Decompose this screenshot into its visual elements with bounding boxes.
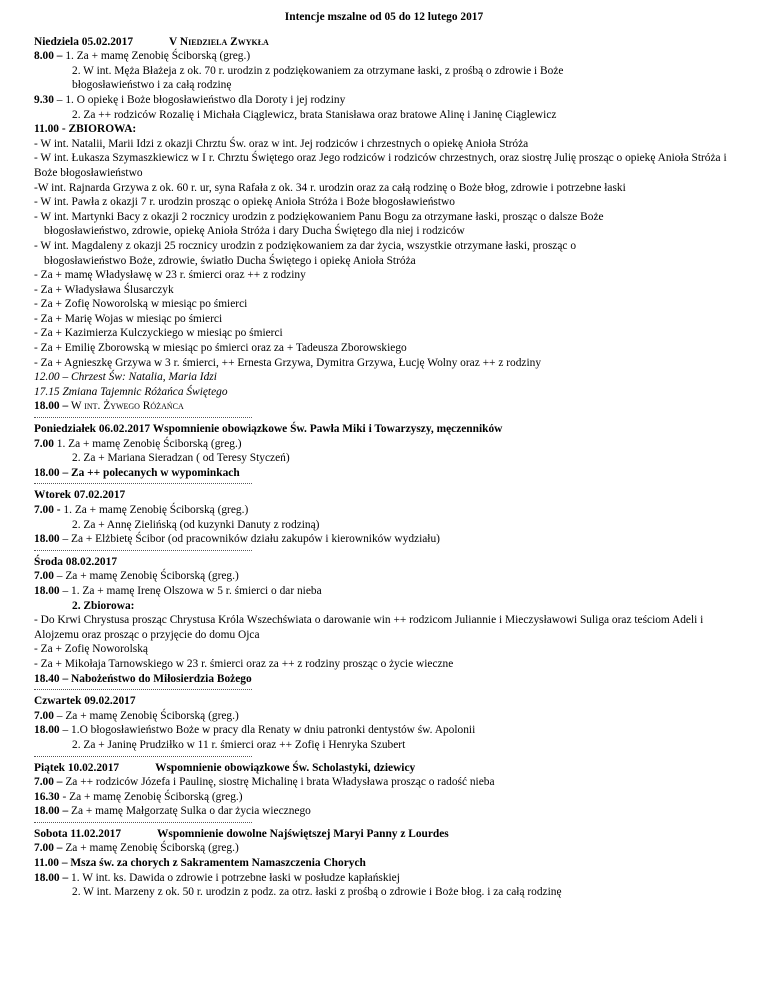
intention-line: 2. Za ++ rodziców Rozalię i Michała Ciąglewicz, brata Stanisława oraz bratowe Alinę i Janinę Ciąglewicz xyxy=(72,108,557,121)
intention-line: 7.00 – Za + mamę Zenobię Ściborską (greg.) xyxy=(34,709,239,722)
list-item: - Za + Marię Wojas w miesiąc po śmierci xyxy=(34,312,223,325)
friday-heading xyxy=(34,761,734,776)
devotion-line: 18.40 – Nabożeństwo do Miłosierdzia Bożego xyxy=(34,672,252,685)
intention-line: 7.00 – Za + mamę Zenobię Ściborską (greg.) xyxy=(34,570,239,583)
intention-line: 2. Za + Janinę Prudziłko w 11 r. śmierci oraz ++ Zofię i Henryka Szubert xyxy=(72,738,406,751)
collective-heading: 11.00 - ZBIOROWA: xyxy=(34,123,137,136)
list-item: - W int. Magdaleny z okazji 25 rocznicy urodzin z podziękowaniem za dar życia, wszystkie otrzymane łaski, prosząc o xyxy=(34,239,577,252)
intention-line: 18.00 – Za + mamę Małgorzatę Sulka o dar życia wiecznego xyxy=(34,805,311,818)
intention-line: 2. Za + Mariana Sieradzan ( od Teresy Styczeń) xyxy=(72,452,290,465)
intention-line: 16.30 - Za + mamę Zenobię Ściborską (greg.) xyxy=(34,790,243,803)
separator xyxy=(34,480,734,488)
sunday-feast: V Niedziela Zwykła xyxy=(169,35,269,48)
list-item: - Za + Władysława Ślusarczyk xyxy=(34,283,174,296)
list-item: - W int. Łukasza Szymaszkiewicz w I r. Chrztu Świętego oraz Jego rodziców i rodziców chrzestnych, oraz siostrę Julię prosząc o opiekę Anioła Stróża i Boże błogosławieństwo xyxy=(34,152,727,179)
intention-line: 7.00 – Za ++ rodziców Józefa i Paulinę, siostrę Michalinę i brata Władysława prosząc o radość nieba xyxy=(34,776,495,789)
sunday-date: Niedziela 05.02.2017 xyxy=(34,35,134,48)
intention-line: 2. W int. Męża Błażeja z ok. 70 r. urodzin z podziękowaniem za otrzymane łaski, z prośbą o zdrowie i Boże xyxy=(72,64,564,77)
rosary-change-line: 17.15 Zmiana Tajemnic Różańca Świętego xyxy=(34,385,228,398)
tuesday-heading: Wtorek 07.02.2017 xyxy=(34,489,126,502)
separator xyxy=(34,686,734,694)
separator xyxy=(34,819,734,827)
page-title: Intencje mszalne od 05 do 12 lutego 2017 xyxy=(284,11,484,23)
intention-line: 9.30 – 1. O opiekę i Boże błogosławieństwo dla Doroty i jej rodziny xyxy=(34,93,346,106)
intention-line: 18.00 – Za ++ polecanych w wypominkach xyxy=(34,466,240,479)
intention-line: 11.00 – Msza św. za chorych z Sakramentem Namaszczenia Chorych xyxy=(34,857,366,870)
friday-date: Piątek 10.02.2017 xyxy=(34,761,120,774)
intention-line: 7.00 – Za + mamę Zenobię Ściborską (greg.) xyxy=(34,842,239,855)
intention-line: 18.00 – W int. Żywego Różańca xyxy=(34,400,184,413)
list-item: - Za + Zofię Noworolską xyxy=(34,643,148,656)
document-page xyxy=(34,10,734,900)
list-item: - Za + Kazimierza Kulczyckiego w miesiąc po śmierci xyxy=(34,327,283,340)
list-item: - Za + Zofię Noworolską w miesiąc po śmierci xyxy=(34,298,248,311)
intention-line: 2. W int. Marzeny z ok. 50 r. urodzin z podz. za otrz. łaski z prośbą o zdrowie i Boże błog. i za całą rodzinę xyxy=(72,886,562,899)
list-item: - W int. Pawła z okazji 7 r. urodzin prosząc o opiekę Anioła Stróża i Boże błogosławieństwo xyxy=(34,196,455,209)
list-item: - W int. Natalii, Marii Idzi z okazji Chrztu Św. oraz w int. Jej rodziców i chrzestnych o opiekę Anioła Stróża xyxy=(34,137,529,150)
intention-line: 7.00 - 1. Za + mamę Zenobię Ściborską (greg.) xyxy=(34,504,249,516)
separator xyxy=(34,414,734,422)
saturday-date: Sobota 11.02.2017 xyxy=(34,827,122,840)
list-item: -W int. Rajnarda Grzywa z ok. 60 r. ur, syna Rafała z ok. 34 r. urodzin oraz za całą rodzinę o Boże błog, zdrowie i potrzebne łaski xyxy=(34,181,626,194)
baptism-line: 12.00 – Chrzest Św: Natalia, Maria Idzi xyxy=(34,371,217,384)
monday-heading: Poniedziałek 06.02.2017 Wspomnienie obowiązkowe Św. Pawła Miki i Towarzyszy, męczenników xyxy=(34,423,503,436)
intention-line: 18.00 – 1. W int. ks. Dawida o zdrowie i potrzebne łaski w posłudze kapłańskiej xyxy=(34,871,400,884)
intention-line: 18.00 – Za + Elżbietę Ścibor (od pracowników działu zakupów i kierowników wydziału) xyxy=(34,533,440,546)
intention-line: 7.00 1. Za + mamę Zenobię Ściborską (greg.) xyxy=(34,437,242,450)
saturday-feast: Wspomnienie dowolne Najświętszej Maryi Panny z Lourdes xyxy=(157,827,449,840)
intention-line: 18.00 – 1.O błogosławieństwo Boże w pracy dla Renaty w dniu patronki dentystów św. Apolonii xyxy=(34,724,476,737)
intention-line: 18.00 – 1. Za + mamę Irenę Olszowa w 5 r. śmierci o dar nieba xyxy=(34,584,322,597)
friday-feast: Wspomnienie obowiązkowe Św. Scholastyki, dziewicy xyxy=(155,761,416,774)
list-item: - Za + Emilię Zborowską w miesiąc po śmierci oraz za + Tadeusza Zborowskiego xyxy=(34,342,407,355)
wednesday-heading: Środa 08.02.2017 xyxy=(34,555,118,568)
separator xyxy=(34,753,734,761)
thursday-heading: Czwartek 09.02.2017 xyxy=(34,695,136,708)
intention-line: błogosławieństwo i za całą rodzinę xyxy=(72,79,232,92)
separator xyxy=(34,547,734,555)
list-item: - W int. Martynki Bacy z okazji 2 rocznicy urodzin z podziękowaniem Panu Bogu za otrzymane łaski, prosząc o dalsze Boże xyxy=(34,210,604,223)
list-item: błogosławieństwo Boże, zdrowie, światło Ducha Świętego i opiekę Anioła Stróża xyxy=(44,254,416,267)
intention-line: 2. Za + Annę Zielińską (od kuzynki Danuty z rodziną) xyxy=(72,518,320,531)
intention-line: 8.00 – 1. Za + mamę Zenobię Ściborską (greg.) xyxy=(34,50,251,63)
list-item: błogosławieństwo, zdrowie, opiekę Anioła Stróża i dary Ducha Świętego dla niej i rodziców xyxy=(44,225,465,238)
list-item: - Za + Mikołaja Tarnowskiego w 23 r. śmierci oraz za ++ z rodziny prosząc o życie wieczne xyxy=(34,657,454,670)
list-item: - Za + mamę Władysławę w 23 r. śmierci oraz ++ z rodziny xyxy=(34,269,306,282)
list-item: - Do Krwi Chrystusa prosząc Chrystusa Króla Wszechświata o darowanie win ++ rodzicom Juliannie i Mieczysławowi Suliga oraz teściom Adeli i Alojzemu oraz prosząc o przyjęcie do domu Ojca xyxy=(34,614,704,641)
saturday-heading xyxy=(34,827,734,842)
list-item: - Za + Agnieszkę Grzywa w 3 r. śmierci, ++ Ernesta Grzywa, Dymitra Grzywa, Łucję Wolny oraz ++ z rodziny xyxy=(34,356,542,369)
collective-heading: 2. Zbiorowa: xyxy=(72,599,135,612)
sunday-heading xyxy=(34,35,734,50)
